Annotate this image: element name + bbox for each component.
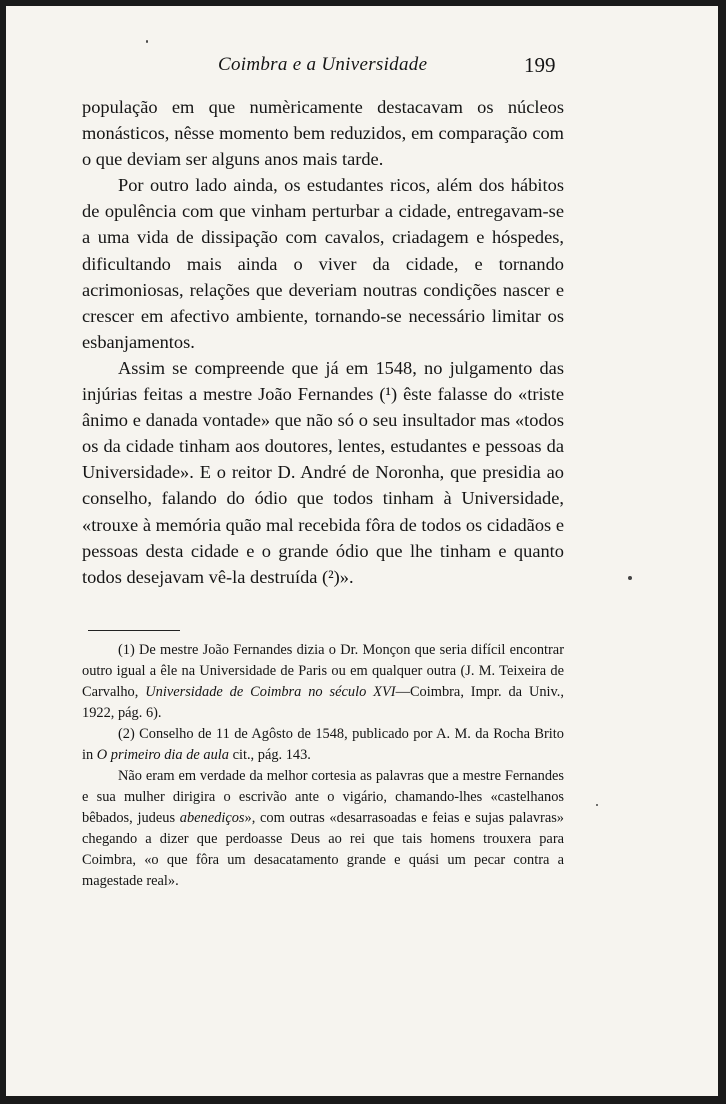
running-title: Coimbra e a Universidade [218, 54, 428, 75]
paragraph-2: Por outro lado ainda, os estudantes ricos, além dos hábitos de opulência com que vinham perturbar a cidade, entregavam-se a uma vida de dissipação com cavalos, criadagem e hóspedes, dificultando mais ainda o viver da cidade, e tornando acrimoniosas, relações que deveriam noutras condições nascer e crescer em afectivo ambiente, tornando-se necessário limitar os esbanjamentos. [82, 175, 564, 352]
footnote-3-term: abenediços [179, 810, 245, 826]
footnote-3 [82, 766, 564, 892]
book-page [6, 6, 718, 1096]
paragraph-3: Assim se compreende que já em 1548, no julgamento das injúrias feitas a mestre João Fernandes (¹) êste falasse do «triste ânimo e danada vontade» que não só o seu insultador mas «todos os da cidade tinham aos doutores, lentes, estudantes e pessoas da Universidade». E o reitor D. André de Noronha, que presidia ao conselho, falando do ódio que todos tinham à Universidade, «trouxe à memória quão mal recebida fôra de todos os cidadãos e pessoas desta cidade e o grande ódio que lhe tinham e quanto todos desejavam vê-la destruída (²)». [82, 357, 564, 587]
footnote-1 [82, 640, 564, 724]
footnote-3-text: Não eram em verdade da melhor cortesia as palavras que a mestre Fernandes e sua mulher dirigira o escrivão ante o vigário, chamando-lhes «castelhanos bêbados, judeus [82, 768, 564, 826]
footnote-1-text: (1) De mestre João Fernandes dizia o Dr. Monçon que seria difícil encontrar outro igual a êle na Universidade de Paris ou em qualquer outra (J. M. Teixeira de Carvalho, [82, 642, 564, 700]
scan-speck [596, 804, 598, 806]
footnote-2 [82, 724, 564, 766]
footnote-1-tail: —Coimbra, Impr. da Univ., 1922, pág. 6). [82, 684, 565, 721]
footnotes [82, 640, 564, 892]
footnote-rule [88, 630, 180, 631]
footnote-2-title: O primeiro dia de aula [96, 747, 229, 763]
page-header [6, 54, 718, 82]
footnote-3-tail: », com outras «desarrasoadas e feias e sujas palavras» chegando a dizer que perdoasse Deus ao rei que tais homens trouxera para Coimbra, «o que fôra um desacatamento grande e quási um pecar contra a magestade real». [82, 810, 564, 889]
scan-speck [628, 576, 632, 580]
page-number: 199 [524, 53, 556, 77]
paragraph-1: população em que numèricamente destacavam os núcleos monásticos, nêsse momento bem reduzidos, em comparação com o que deviam ser alguns anos mais tarde. [82, 97, 564, 170]
scan-speck [146, 40, 148, 43]
footnote-2-tail: cit., pág. 143. [228, 747, 311, 763]
footnote-1-title: Universidade de Coimbra no século XVI [145, 684, 396, 700]
footnote-2-text: (2) Conselho de 11 de Agôsto de 1548, publicado por A. M. da Rocha Brito in [82, 726, 564, 763]
main-text [82, 94, 564, 590]
